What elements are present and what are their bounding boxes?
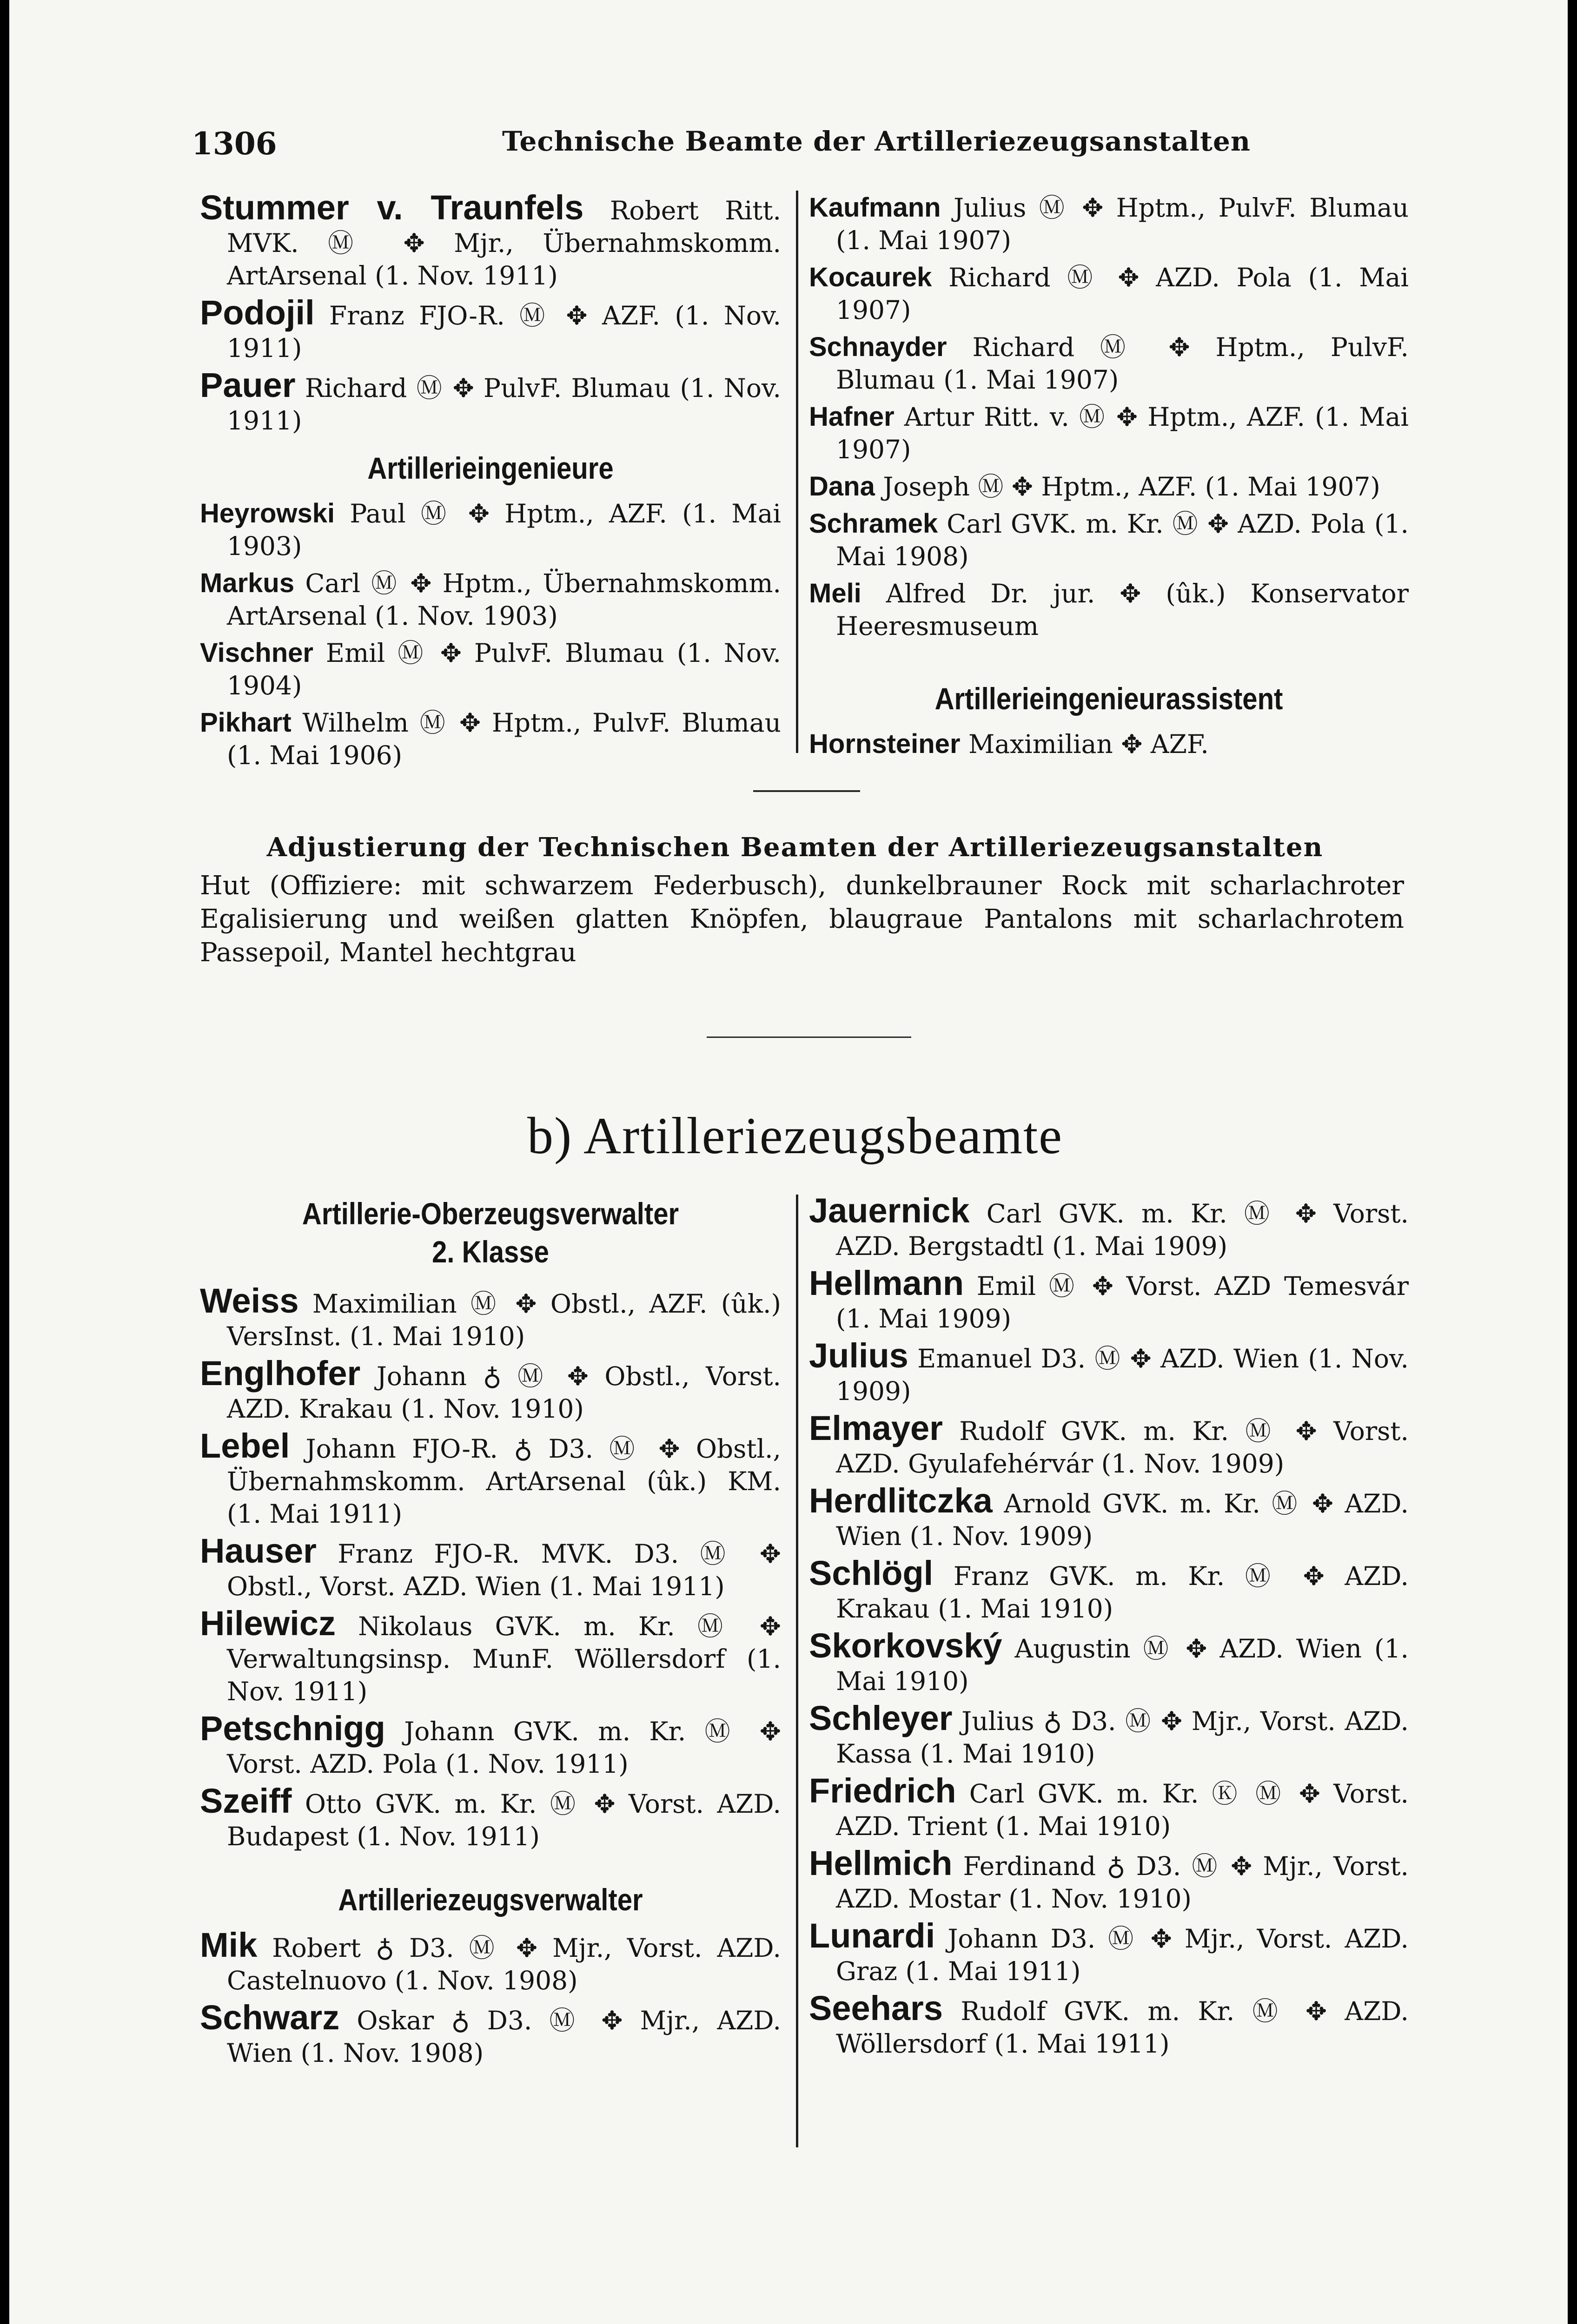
part-b-title: b) Artilleriezeugsbeamte xyxy=(527,1107,1063,1165)
entry-details: Carl GVK. m. Kr. Ⓜ ✥ Vorst. AZD. Bergstadtl (1. Mai 1909) xyxy=(836,1199,1409,1261)
entry-details: Paul Ⓜ ✥ Hptm., AZF. (1. Mai 1903) xyxy=(227,499,781,561)
entry-name: Podojil xyxy=(200,293,315,332)
list-item xyxy=(200,497,781,562)
list-item xyxy=(200,567,781,632)
part-b-left-column xyxy=(200,1195,781,2074)
entry-name: Lunardi xyxy=(809,1916,935,1955)
section-heading: Artillerieingenieure xyxy=(367,451,614,485)
list-item xyxy=(200,1926,781,1997)
entry-details: Johann D3. Ⓜ ✥ Mjr., Vorst. AZD. Graz (1. Mai 1911) xyxy=(836,1924,1409,1986)
entry-name: Heyrowski xyxy=(200,498,335,528)
entry-name: Seehars xyxy=(809,1989,943,2027)
list-item xyxy=(809,261,1409,326)
entry-name: Stummer v. Traunfels xyxy=(200,188,584,227)
entry-details: Oskar ♁ D3. Ⓜ ✥ Mjr., AZD. Wien (1. Nov. 1908) xyxy=(227,2006,781,2068)
entry-details: Richard Ⓜ ✥ PulvF. Blumau (1. Nov. 1911) xyxy=(227,373,781,436)
entry-details: Otto GVK. m. Kr. Ⓜ ✥ Vorst. AZD. Budapest (1. Nov. 1911) xyxy=(227,1789,781,1851)
entry-details: Alfred Dr. jur. ✥ (ûk.) Konservator Heeresmuseum xyxy=(836,579,1409,641)
entry-name: Pikhart xyxy=(200,707,292,738)
list-item xyxy=(809,1554,1409,1625)
entry-details: Franz GVK. m. Kr. Ⓜ ✥ AZD. Krakau (1. Mai 1910) xyxy=(836,1561,1409,1624)
list-item xyxy=(200,1782,781,1853)
section-heading: Artillerie-Oberzeugsverwalter xyxy=(302,1196,679,1231)
list-item xyxy=(200,1281,781,1353)
entry-name: Schwarz xyxy=(200,1998,340,2037)
list-item xyxy=(200,293,781,364)
list-item xyxy=(809,401,1409,466)
entry-details: Franz FJO-R. MVK. D3. Ⓜ ✥ Obstl., Vorst. AZD. Wien (1. Mai 1911) xyxy=(227,1539,781,1601)
entry-name: Skorkovský xyxy=(809,1626,1002,1665)
section-heading-line2: 2. Klasse xyxy=(432,1235,549,1269)
separator-rule xyxy=(707,1037,911,1038)
entry-name: Hilewicz xyxy=(200,1604,336,1643)
entry-name: Hellmich xyxy=(809,1844,953,1882)
list-item xyxy=(809,331,1409,396)
entry-name: Pauer xyxy=(200,366,296,404)
entry-name: Hellmann xyxy=(809,1264,964,1302)
entry-name: Mik xyxy=(200,1926,258,1964)
list-item xyxy=(809,470,1409,503)
entry-name: Kaufmann xyxy=(809,192,941,223)
separator-rule xyxy=(753,790,860,792)
entry-details: Artur Ritt. v. Ⓜ ✥ Hptm., AZF. (1. Mai 1907) xyxy=(836,402,1409,464)
entry-details: Joseph Ⓜ ✥ Hptm., AZF. (1. Mai 1907) xyxy=(875,472,1380,502)
list-item xyxy=(200,1604,781,1708)
list-item xyxy=(200,366,781,437)
running-title: Technische Beamte der Artilleriezeugsanstalten xyxy=(502,125,1251,157)
entry-details: Rudolf GVK. m. Kr. Ⓜ ✥ Vorst. AZD. Gyulafehérvár (1. Nov. 1909) xyxy=(836,1416,1409,1479)
entry-details: Julius Ⓜ ✥ Hptm., PulvF. Blumau (1. Mai 1907) xyxy=(836,193,1409,255)
entry-details: Emanuel D3. Ⓜ ✥ AZD. Wien (1. Nov. 1909) xyxy=(836,1344,1409,1406)
entry-details: Richard Ⓜ ✥ AZD. Pola (1. Mai 1907) xyxy=(836,263,1409,325)
list-item xyxy=(809,1699,1409,1770)
entry-name: Hauser xyxy=(200,1532,317,1570)
entry-name: Elmayer xyxy=(809,1409,943,1447)
list-item xyxy=(809,577,1409,642)
entry-details: Johann ♁ Ⓜ ✥ Obstl., Vorst. AZD. Krakau (1. Nov. 1910) xyxy=(227,1361,781,1424)
entry-name: Szeiff xyxy=(200,1782,292,1820)
entry-name: Schramek xyxy=(809,508,938,539)
entry-name: Meli xyxy=(809,578,861,608)
list-item xyxy=(809,1989,1409,2060)
entry-name: Kocaurek xyxy=(809,262,932,292)
entry-details: Robert Ritt. MVK. Ⓜ ✥ Mjr., Übernahmskomm. ArtArsenal (1. Nov. 1911) xyxy=(227,196,781,290)
list-item xyxy=(809,191,1409,257)
page-number: 1306 xyxy=(192,125,277,162)
list-item xyxy=(200,188,781,292)
entry-details: Augustin Ⓜ ✥ AZD. Wien (1. Mai 1910) xyxy=(836,1634,1409,1696)
entry-details: Wilhelm Ⓜ ✥ Hptm., PulvF. Blumau (1. Mai 1906) xyxy=(227,708,781,770)
entry-name: Julius xyxy=(809,1336,908,1375)
list-item xyxy=(809,1844,1409,1915)
adjustierung-text: Hut (Offiziere: mit schwarzem Federbusch), dunkelbrauner Rock mit scharlachroter Egalisierung und weißen glatten Knöpfen, blaugraue Pantalons mit scharlachrotem Passepoil, Mantel hechtgrau xyxy=(200,871,1404,968)
entry-details: Arnold GVK. m. Kr. Ⓜ ✥ AZD. Wien (1. Nov. 1909) xyxy=(836,1489,1409,1551)
adjustierung-title: Adjustierung der Technischen Beamten der Artilleriezeugsanstalten xyxy=(266,832,1324,863)
column-divider xyxy=(796,191,798,753)
list-item xyxy=(200,1709,781,1780)
entry-details: Carl GVK. m. Kr. Ⓚ Ⓜ ✥ Vorst. AZD. Trient (1. Mai 1910) xyxy=(836,1779,1409,1841)
list-item xyxy=(809,1336,1409,1407)
entry-name: Herdlitczka xyxy=(809,1481,993,1520)
entry-name: Dana xyxy=(809,471,875,502)
entry-name: Weiss xyxy=(200,1281,299,1320)
entry-details: Emil Ⓜ ✥ PulvF. Blumau (1. Nov. 1904) xyxy=(227,638,781,700)
entry-name: Vischner xyxy=(200,638,313,668)
entry-details: Rudolf GVK. m. Kr. Ⓜ ✥ AZD. Wöllersdorf (1. Mai 1911) xyxy=(836,1996,1409,2059)
list-item xyxy=(809,508,1409,573)
entry-name: Schnayder xyxy=(809,332,947,362)
list-item xyxy=(809,1771,1409,1842)
entry-details: Julius ♁ D3. Ⓜ ✥ Mjr., Vorst. AZD. Kassa (1. Mai 1910) xyxy=(836,1706,1409,1769)
entry-details: Franz FJO-R. Ⓜ ✥ AZF. (1. Nov. 1911) xyxy=(227,301,781,363)
entry-name: Englhofer xyxy=(200,1354,361,1393)
entry-name: Schlögl xyxy=(809,1554,934,1592)
column-divider xyxy=(796,1195,798,2147)
section-heading: Artilleriezeugsverwalter xyxy=(338,1882,643,1917)
entry-details: Richard Ⓜ ✥ Hptm., PulvF. Blumau (1. Mai 1907) xyxy=(836,332,1409,395)
top-left-column xyxy=(200,188,781,776)
list-item xyxy=(200,637,781,702)
list-item xyxy=(809,728,1409,760)
entry-details: Robert ♁ D3. Ⓜ ✥ Mjr., Vorst. AZD. Castelnuovo (1. Nov. 1908) xyxy=(227,1933,781,1995)
entry-details: Carl GVK. m. Kr. Ⓜ ✥ AZD. Pola (1. Mai 1908) xyxy=(836,509,1409,571)
list-item xyxy=(809,1626,1409,1697)
entry-details: Ferdinand ♁ D3. Ⓜ ✥ Mjr., Vorst. AZD. Mostar (1. Nov. 1910) xyxy=(836,1851,1409,1914)
document-page xyxy=(9,0,1568,2324)
top-right-column xyxy=(809,191,1409,765)
entry-name: Markus xyxy=(200,568,295,598)
list-item xyxy=(200,1354,781,1425)
entry-details: Nikolaus GVK. m. Kr. Ⓜ ✥ Verwaltungsinsp. MunF. Wöllersdorf (1. Nov. 1911) xyxy=(227,1611,781,1706)
entry-name: Hornsteiner xyxy=(809,729,961,759)
entry-name: Schleyer xyxy=(809,1699,953,1737)
list-item xyxy=(809,1264,1409,1335)
list-item xyxy=(809,1409,1409,1480)
list-item xyxy=(809,1481,1409,1552)
entry-name: Friedrich xyxy=(809,1771,956,1810)
entry-name: Petschnigg xyxy=(200,1709,385,1748)
list-item xyxy=(200,1532,781,1603)
entry-details: Maximilian Ⓜ ✥ Obstl., AZF. (ûk.) VersInst. (1. Mai 1910) xyxy=(227,1289,781,1351)
entry-name: Hafner xyxy=(809,402,895,432)
list-item xyxy=(200,1998,781,2069)
part-b-right-column xyxy=(809,1191,1409,2065)
entry-details: Carl Ⓜ ✥ Hptm., Übernahmskomm. ArtArsenal (1. Nov. 1903) xyxy=(227,568,781,631)
section-heading: Artillerieingenieurassistent xyxy=(934,681,1283,716)
list-item xyxy=(809,1191,1409,1262)
list-item xyxy=(200,1426,781,1530)
entry-details: Emil Ⓜ ✥ Vorst. AZD Temesvár (1. Mai 1909) xyxy=(836,1271,1409,1334)
list-item xyxy=(200,706,781,772)
list-item xyxy=(809,1916,1409,1987)
entry-details: Johann FJO-R. ♁ D3. Ⓜ ✥ Obstl., Übernahmskomm. ArtArsenal (ûk.) KM. (1. Mai 1911) xyxy=(227,1434,781,1529)
entry-details: Johann GVK. m. Kr. Ⓜ ✥ Vorst. AZD. Pola (1. Nov. 1911) xyxy=(227,1717,781,1779)
entry-name: Jauernick xyxy=(809,1191,970,1230)
entry-details: Maximilian ✥ AZF. xyxy=(960,729,1209,759)
entry-name: Lebel xyxy=(200,1426,290,1465)
